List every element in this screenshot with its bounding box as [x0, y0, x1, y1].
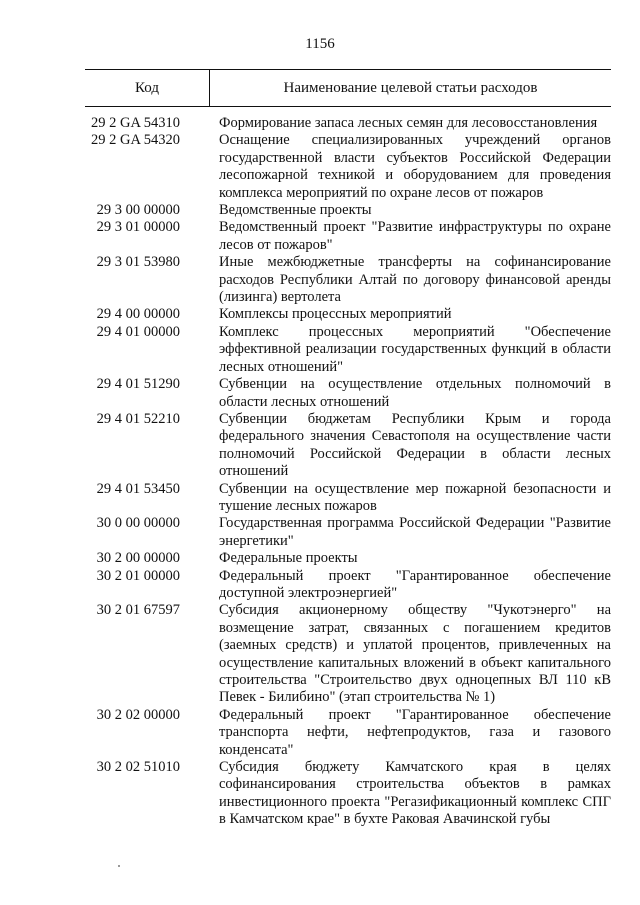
table-row: [85, 376, 615, 411]
row-name: Субвенции на осуществление отдельных полномочий в области лесных отношений: [219, 376, 611, 410]
table-row: [85, 481, 615, 516]
table-row: [85, 759, 615, 829]
table-row: [85, 219, 615, 254]
row-name: Комплексы процессных мероприятий: [219, 306, 452, 323]
row-name: Государственная программа Российской Федерации "Развитие энергетики": [219, 515, 611, 549]
row-name: Федеральный проект "Гарантированное обеспечение доступной электроэнергией": [219, 567, 611, 601]
table-row: [85, 306, 615, 323]
table-row: [85, 115, 615, 132]
row-code: 29 4 01 51290: [96, 376, 180, 393]
table-row: [85, 202, 615, 219]
table-row: [85, 324, 615, 376]
table-header: [85, 69, 611, 107]
row-code: 29 3 01 53980: [96, 254, 180, 271]
header-code: Код: [85, 70, 210, 106]
table-row: [85, 132, 615, 202]
row-code: 30 0 00 00000: [96, 515, 180, 532]
row-name: Федеральные проекты: [219, 550, 358, 567]
row-name: Ведомственные проекты: [219, 202, 372, 219]
row-code: 29 2 GA 54310: [90, 115, 180, 131]
page-number: 1156: [305, 36, 335, 52]
row-name: Иные межбюджетные трансферты на софинансирование расходов Республики Алтай по договору финансовой аренды (лизинга) вертолета: [219, 254, 611, 306]
table-row: [85, 707, 615, 759]
row-name: Субсидия акционерному обществу "Чукотэнерго" на возмещение затрат, связанных с погашением кредитов (заемных средств) и уплатой процентов, привлеченных на осуществление капитальных вложений в объект капитального строительства "Строительство двух одноцепных ВЛ 110 кВ Певек - Билибино" (этап строительства № 1): [219, 602, 611, 706]
row-code: 30 2 01 00000: [96, 567, 180, 584]
table-row: [85, 515, 615, 550]
row-code: 29 4 01 53450: [96, 480, 180, 497]
row-code: 29 4 00 00000: [96, 306, 180, 323]
row-code: 30 2 00 00000: [96, 550, 180, 567]
row-code: 29 4 01 00000: [96, 323, 180, 340]
row-name: Комплекс процессных мероприятий "Обеспечение эффективной реализации государственных функций в области лесных отношений": [219, 323, 611, 375]
table-row: [85, 602, 615, 706]
table-row: [85, 254, 615, 306]
row-name: Субсидия бюджету Камчатского края в целях софинансирования строительства объектов в рамках инвестиционного проекта "Регазификационный комплекс СПГ в Камчатском крае" в бухте Раковая Авачинской губы: [219, 759, 611, 828]
row-name: Субвенции на осуществление мер пожарной безопасности и тушение лесных пожаров: [219, 480, 611, 514]
table-row: [85, 411, 615, 481]
table-row: [85, 550, 615, 567]
table-body: [85, 115, 615, 829]
row-code: 29 3 01 00000: [96, 219, 180, 236]
row-name: Формирование запаса лесных семян для лесовосстановления: [219, 115, 598, 131]
row-code: 29 3 00 00000: [96, 202, 180, 219]
row-name: Ведомственный проект "Развитие инфраструктуры по охране лесов от пожаров": [219, 219, 611, 253]
row-code: 29 2 GA 54320: [90, 132, 180, 149]
header-name: Наименование целевой статьи расходов: [283, 79, 538, 96]
row-code: 29 4 01 52210: [96, 410, 180, 427]
row-name: Оснащение специализированных учреждений органов государственной власти субъектов Российской Федерации лесопожарной техникой и оборудованием для проведения комплекса мероприятий по охране лесов от пожаров: [219, 132, 611, 201]
row-name: Федеральный проект "Гарантированное обеспечение транспорта нефти, нефтепродуктов, газа и газового конденсата": [219, 706, 611, 758]
row-code: 30 2 02 51010: [96, 759, 180, 776]
scan-speck: [118, 865, 120, 867]
table-row: [85, 568, 615, 603]
row-code: 30 2 02 00000: [96, 706, 180, 723]
row-code: 30 2 01 67597: [96, 602, 180, 619]
row-name: Субвенции бюджетам Республики Крым и города федерального значения Севастополя на осуществление части полномочий Российской Федерации в области лесных отношений: [219, 410, 611, 480]
